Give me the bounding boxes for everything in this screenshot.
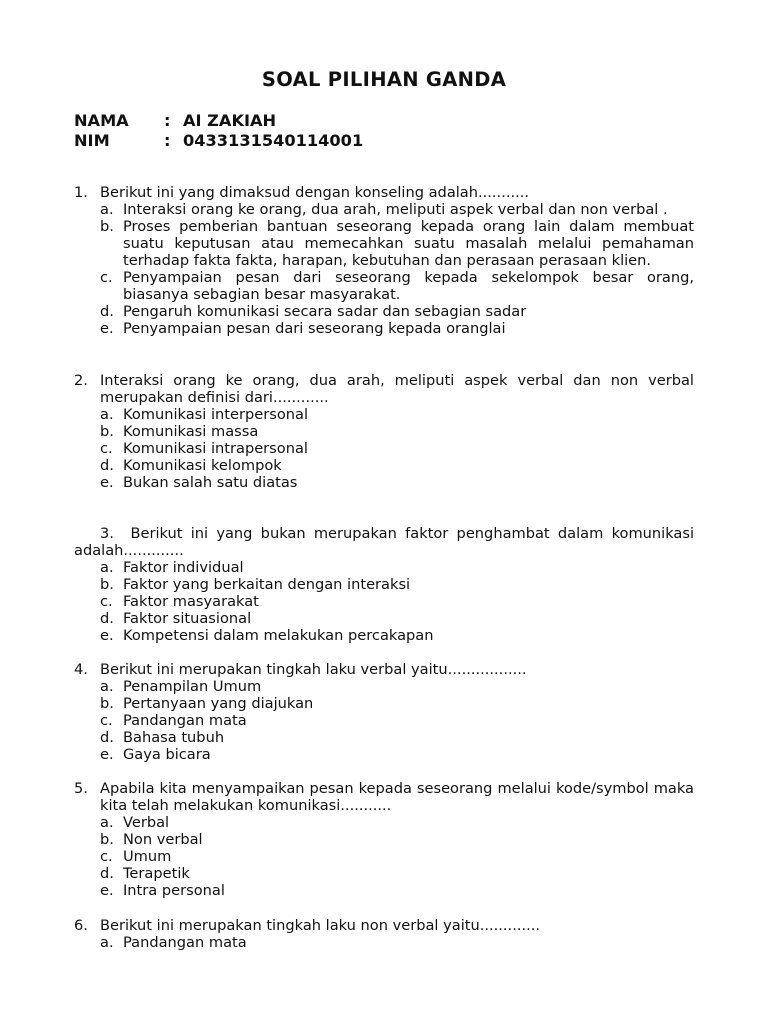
option-item (100, 320, 694, 337)
option-text: Non verbal (123, 831, 203, 848)
option-letter: e. (100, 627, 114, 644)
name-value: AI ZAKIAH (183, 111, 277, 130)
option-list (100, 934, 694, 951)
option-letter: d. (100, 865, 114, 882)
option-letter: d. (100, 729, 114, 746)
option-letter: c. (100, 712, 113, 729)
option-text: Penampilan Umum (123, 678, 262, 695)
option-item (100, 712, 694, 729)
option-text: Komunikasi interpersonal (123, 406, 309, 423)
option-item (100, 576, 694, 593)
option-letter: c. (100, 848, 113, 865)
question-text: Berikut ini yang dimaksud dengan konseling adalah........... (100, 184, 530, 201)
option-letter: c. (100, 593, 113, 610)
option-item (100, 593, 694, 610)
option-item (100, 201, 694, 218)
option-letter: e. (100, 474, 114, 491)
option-text: Intra personal (123, 882, 225, 899)
option-text: Penyampaian pesan dari seseorang kepada oranglai (123, 320, 506, 337)
option-letter: b. (100, 218, 114, 235)
name-colon: : (164, 111, 171, 130)
question-number: 4. (74, 661, 88, 678)
option-letter: b. (100, 695, 114, 712)
option-text: Bahasa tubuh (123, 729, 225, 746)
option-letter: a. (100, 201, 114, 218)
option-text: Komunikasi intrapersonal (123, 440, 308, 457)
question-2 (74, 372, 694, 491)
question-number: 6. (74, 917, 88, 934)
option-item (100, 627, 694, 644)
option-letter: c. (100, 269, 113, 286)
option-letter: b. (100, 423, 114, 440)
option-item (100, 440, 694, 457)
option-item (100, 814, 694, 831)
option-text: Verbal (123, 814, 170, 831)
option-letter: a. (100, 814, 114, 831)
option-item (100, 559, 694, 576)
option-letter: e. (100, 882, 114, 899)
option-item (100, 678, 694, 695)
option-item (100, 746, 694, 763)
option-text: Pengaruh komunikasi secara sadar dan sebagian sadar (123, 303, 527, 320)
option-text: Kompetensi dalam melakukan percakapan (123, 627, 434, 644)
option-letter: d. (100, 610, 114, 627)
option-letter: a. (100, 934, 114, 951)
option-item (100, 474, 694, 491)
option-list (100, 201, 694, 337)
option-text: Komunikasi massa (123, 423, 259, 440)
option-letter: b. (100, 831, 114, 848)
option-list (100, 678, 694, 763)
option-text: Gaya bicara (123, 746, 211, 763)
option-item (100, 934, 694, 951)
question-number: 1. (74, 184, 88, 201)
option-text: Bukan salah satu diatas (123, 474, 298, 491)
question-number: 3. (100, 525, 114, 542)
option-item (100, 218, 694, 269)
question-text: Berikut ini merupakan tingkah laku non verbal yaitu............. (100, 917, 541, 934)
question-6 (74, 917, 694, 951)
question-text: Apabila kita menyampaikan pesan kepada seseorang melalui kode/symbol maka kita telah melakukan komunikasi........... (100, 780, 694, 814)
option-letter: e. (100, 746, 114, 763)
option-letter: c. (100, 440, 113, 457)
page-title: SOAL PILIHAN GANDA (261, 68, 507, 91)
option-text: Interaksi orang ke orang, dua arah, meliputi aspek verbal dan non verbal . (123, 201, 668, 218)
option-text: Proses pemberian bantuan seseorang kepada orang lain dalam membuat suatu keputusan atau memecahkan suatu masalah melalui pemahaman terhadap fakta fakta, harapan, kebutuhan dan perasaan perasaan klien. (123, 218, 694, 269)
question-number: 5. (74, 780, 88, 797)
option-list (100, 559, 694, 644)
nim-colon: : (164, 131, 171, 150)
option-item (100, 406, 694, 423)
option-item (100, 695, 694, 712)
option-item (100, 457, 694, 474)
nim-label: NIM (74, 131, 110, 150)
option-text: Faktor individual (123, 559, 244, 576)
option-text: Komunikasi kelompok (123, 457, 282, 474)
option-letter: e. (100, 320, 114, 337)
option-item (100, 610, 694, 627)
question-text: Berikut ini merupakan tingkah laku verbal yaitu................. (100, 661, 527, 678)
option-item (100, 269, 694, 303)
option-text: Terapetik (123, 865, 190, 882)
question-5 (74, 780, 694, 899)
option-text: Faktor masyarakat (123, 593, 259, 610)
option-text: Pandangan mata (123, 934, 247, 951)
option-text: Faktor yang berkaitan dengan interaksi (123, 576, 411, 593)
option-letter: a. (100, 406, 114, 423)
option-letter: d. (100, 457, 114, 474)
option-text: Pandangan mata (123, 712, 247, 729)
option-item (100, 423, 694, 440)
option-letter: b. (100, 576, 114, 593)
option-letter: a. (100, 559, 114, 576)
option-letter: d. (100, 303, 114, 320)
question-body: Berikut ini yang bukan merupakan faktor penghambat dalam komunikasi adalah............. (74, 525, 695, 559)
option-list (100, 814, 694, 899)
nim-value: 0433131540114001 (183, 131, 364, 150)
option-text: Penyampaian pesan dari seseorang kepada sekelompok besar orang, biasanya sebagian besar masyarakat. (123, 269, 694, 303)
option-item (100, 882, 694, 899)
option-item (100, 848, 694, 865)
option-text: Umum (123, 848, 172, 865)
option-text: Pertanyaan yang diajukan (123, 695, 314, 712)
question-1 (74, 184, 694, 337)
question-number: 2. (74, 372, 88, 389)
question-3 (74, 525, 694, 644)
option-letter: a. (100, 678, 114, 695)
option-text: Faktor situasional (123, 610, 252, 627)
option-item (100, 831, 694, 848)
option-item (100, 729, 694, 746)
option-list (100, 406, 694, 491)
option-item (100, 865, 694, 882)
question-4 (74, 661, 694, 763)
question-text (74, 525, 694, 559)
name-label: NAMA (74, 111, 129, 130)
option-item (100, 303, 694, 320)
question-text: Interaksi orang ke orang, dua arah, meliputi aspek verbal dan non verbal merupakan definisi dari............ (100, 372, 694, 406)
